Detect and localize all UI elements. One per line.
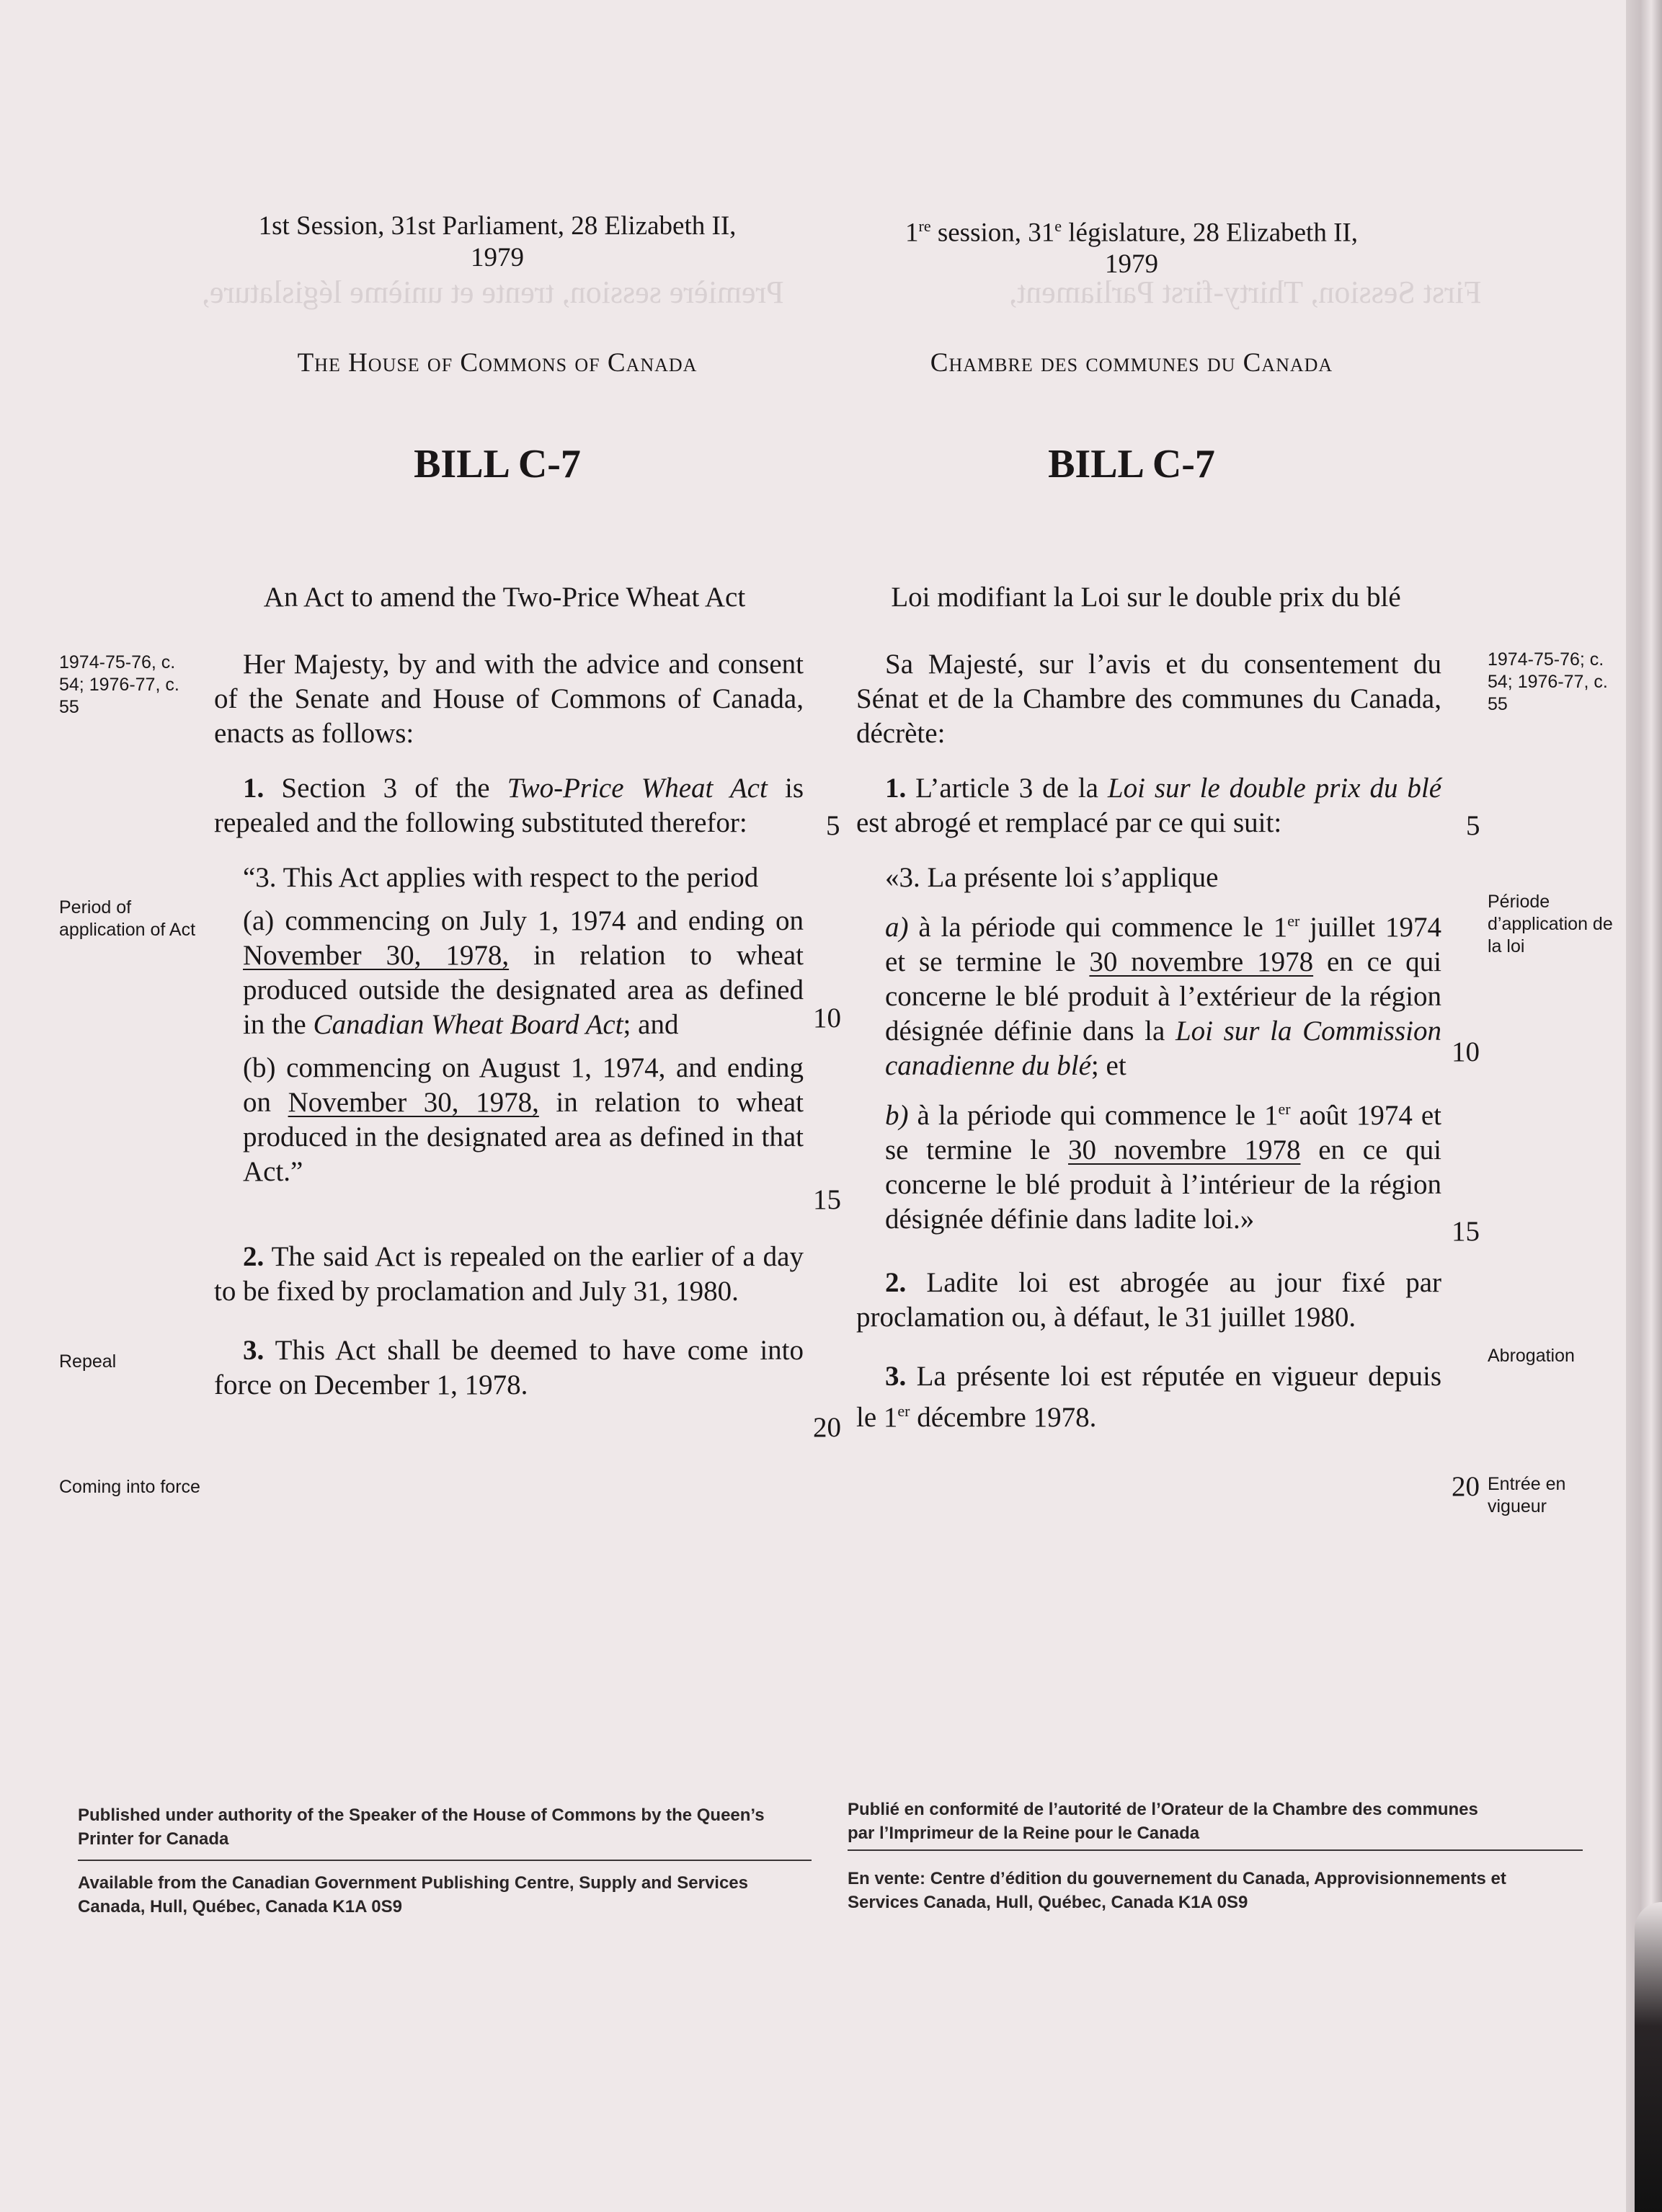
fr-house-title: Chambre des communes du Canada bbox=[930, 348, 1333, 378]
en-footer-published: Published under authority of the Speaker of the House of Commons by the Queen’s Printer for Canada bbox=[78, 1805, 765, 1849]
en-session-text: 1st Session, 31st Parliament, 28 Elizabeth II, bbox=[258, 211, 737, 241]
fr-section-2: 2. Ladite loi est abrogée au jour fixé par proclamation ou, à défaut, le 31 juillet 1980. bbox=[856, 1267, 1441, 1333]
fr-section-1: 1. L’article 3 de la Loi sur le double prix du blé est abrogé et remplacé par ce qui suit: bbox=[856, 773, 1441, 838]
en-bill-title: An Act to amend the Two-Price Wheat Act bbox=[263, 582, 746, 613]
show-through-text: First Session, Thirty-first Parliament, bbox=[1009, 275, 1482, 310]
page-edge-shadow bbox=[1635, 1902, 1662, 2212]
fr-line-number-20: 20 bbox=[1452, 1471, 1480, 1502]
en-footer-rule bbox=[78, 1860, 812, 1861]
page-edge bbox=[1626, 0, 1662, 2212]
fr-bill-title: Loi modifiant la Loi sur le double prix du blé bbox=[891, 582, 1401, 613]
fr-body bbox=[856, 647, 1441, 1435]
fr-line-number-5: 5 bbox=[1466, 810, 1480, 841]
en-margin-repeal: Repeal bbox=[59, 1351, 117, 1372]
en-line-number-15: 15 bbox=[813, 1184, 841, 1215]
en-section-2: 2. The said Act is repealed on the earlier of a day to be fixed by proclamation and July 31, 1980. bbox=[214, 1241, 804, 1307]
en-line-number-5: 5 bbox=[826, 810, 840, 841]
fr-margin-period: Période d’application de la loi bbox=[1488, 892, 1613, 956]
en-footer-available: Available from the Canadian Government Publishing Centre, Supply and Services Canada, Hull, Québec, Canada K1A 0S9 bbox=[78, 1873, 748, 1916]
fr-session-line bbox=[836, 210, 1427, 280]
fr-line-number-10: 10 bbox=[1452, 1036, 1480, 1067]
en-body bbox=[214, 647, 804, 1403]
fr-footer-published: Publié en conformité de l’autorité de l’Orateur de la Chambre des communes par l’Imprimeur de la Reine pour le Canada bbox=[848, 1800, 1478, 1843]
en-margin-coming-into-force: Coming into force bbox=[59, 1477, 200, 1497]
en-house-title: The House of Commons of Canada bbox=[297, 348, 698, 378]
en-bill-number: BILL C-7 bbox=[414, 442, 581, 487]
fr-paragraph-b: b) à la période qui commence le 1er août 1974 et se termine le 30 novembre 1978 en ce qui concerne le blé produit à l’intérieur de la région désignée définie dans ladite loi.» bbox=[885, 1100, 1441, 1235]
en-paragraph-a: (a) commencing on July 1, 1974 and ending on November 30, 1978, in relation to wheat produced outside the designated area as defined in the Canadian Wheat Board Act; and bbox=[243, 905, 804, 1040]
fr-bill-number: BILL C-7 bbox=[1048, 442, 1215, 487]
fr-footer-rule bbox=[848, 1849, 1583, 1851]
fr-footer-available: En vente: Centre d’édition du gouvernement du Canada, Approvisionnements et Services Canada, Hull, Québec, Canada K1A 0S9 bbox=[848, 1869, 1506, 1912]
en-session-line bbox=[209, 210, 786, 274]
en-margin-period: Period of application of Act bbox=[59, 897, 196, 940]
show-through-text: Première session, trente et unième législature, bbox=[202, 275, 784, 310]
fr-session-year: 1979 bbox=[1105, 249, 1158, 280]
fr-preamble: Sa Majesté, sur l’avis et du consentement du Sénat et de la Chambre des communes du Canada, décrète: bbox=[856, 649, 1441, 749]
fr-margin-coming-into-force: Entrée en vigueur bbox=[1488, 1474, 1566, 1516]
en-paragraph-b: (b) commencing on August 1, 1974, and ending on November 30, 1978, in relation to wheat produced in the designated area as defined in that Act.” bbox=[243, 1052, 804, 1187]
en-section-3: 3. This Act shall be deemed to have come into force on December 1, 1978. bbox=[214, 1335, 804, 1400]
en-line-number-10: 10 bbox=[813, 1003, 841, 1034]
en-line-number-20: 20 bbox=[813, 1412, 841, 1443]
fr-line-number-15: 15 bbox=[1452, 1216, 1480, 1247]
fr-section-3-intro: «3. La présente loi s’applique bbox=[885, 862, 1219, 893]
en-margin-citation: 1974-75-76, c. 54; 1976-77, c. 55 bbox=[59, 652, 179, 717]
en-preamble: Her Majesty, by and with the advice and consent of the Senate and House of Commons of Canada, enacts as follows: bbox=[214, 649, 804, 749]
en-section-3-intro: “3. This Act applies with respect to the period bbox=[243, 862, 759, 893]
fr-session-text: 1re session, 31e législature, 28 Elizabeth II, bbox=[905, 217, 1358, 248]
en-session-year: 1979 bbox=[471, 243, 524, 272]
fr-section-3: 3. La présente loi est réputée en vigueur depuis le 1er décembre 1978. bbox=[856, 1361, 1441, 1433]
fr-margin-citation: 1974-75-76; c. 54; 1976-77, c. 55 bbox=[1488, 649, 1608, 714]
en-section-1: 1. Section 3 of the Two-Price Wheat Act is repealed and the following substituted therefor: bbox=[214, 773, 804, 838]
fr-margin-repeal: Abrogation bbox=[1488, 1346, 1575, 1366]
fr-paragraph-a: a) à la période qui commence le 1er juillet 1974 et se termine le 30 novembre 1978 en ce qui concerne le blé produit à l’extérieur de la région désignée définie dans la Loi sur la Commission canadienne du blé; et bbox=[885, 912, 1441, 1081]
